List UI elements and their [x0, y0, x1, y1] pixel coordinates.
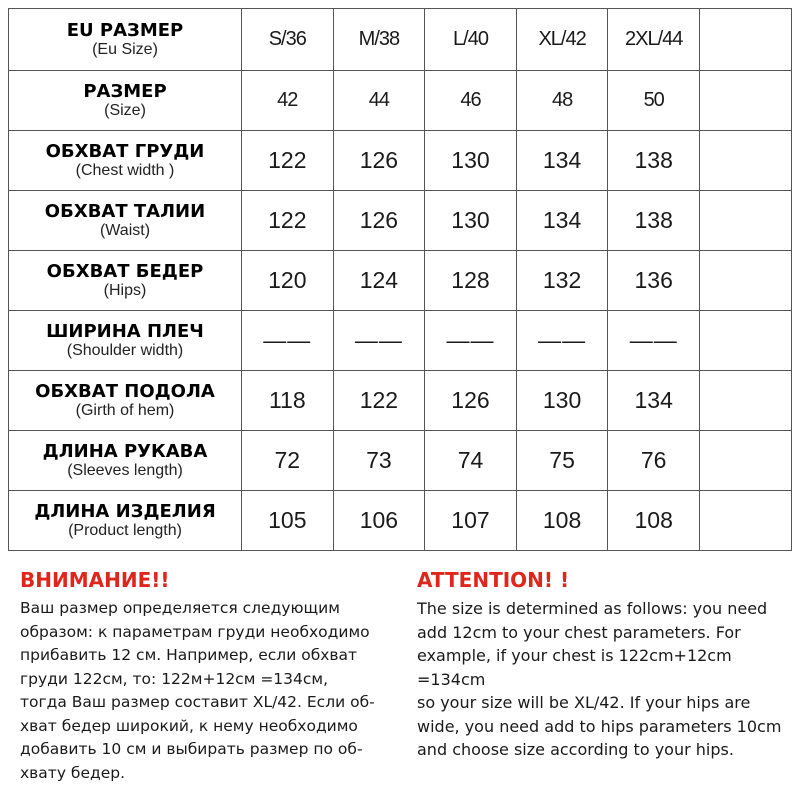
- row-label-cell: [9, 251, 242, 310]
- attention-text-en: The size is determined as follows: you need add 12cm to your chest parameters. For example, if your chest is 122cm+12cm =134cm so your size will be XL/42. If your hips are wide, you need add to hips parameters 10cm and choose size according to your hips.: [417, 599, 782, 759]
- table-cell: [242, 9, 334, 71]
- table-cell: [700, 310, 792, 370]
- table-cell: [608, 9, 700, 71]
- table-cell: [242, 310, 334, 370]
- table-cell: [333, 131, 425, 191]
- cell-value: ——: [263, 326, 312, 353]
- table-cell: [608, 251, 700, 310]
- row-sublabel: (Sleeves length): [67, 461, 183, 479]
- row-label-cell: [9, 310, 242, 370]
- cell-value: 73: [366, 446, 392, 473]
- cell-value: 136: [634, 266, 673, 293]
- row-label: ОБХВАТ ТАЛИИ: [44, 201, 206, 223]
- table-row: [9, 310, 792, 370]
- table-cell: [425, 430, 517, 490]
- cell-value: 107: [451, 506, 490, 533]
- table-cell: [516, 71, 608, 131]
- cell-value: XL/42: [538, 28, 586, 51]
- table-cell: [333, 430, 425, 490]
- cell-value: 134: [634, 386, 673, 413]
- cell-value: 130: [542, 386, 582, 413]
- table-cell: [242, 430, 334, 490]
- table-cell: [608, 490, 700, 550]
- table-cell: [608, 71, 700, 131]
- cell-value: ——: [538, 326, 587, 353]
- table-row: [9, 131, 792, 191]
- table-cell: [516, 370, 608, 430]
- table-cell: [242, 71, 334, 131]
- cell-value: 122: [359, 386, 399, 413]
- table-cell: [516, 310, 608, 370]
- table-cell: [333, 490, 425, 550]
- table-cell: [608, 430, 700, 490]
- cell-value: 42: [277, 89, 298, 112]
- table-row: [9, 370, 792, 430]
- row-sublabel: (Shoulder width): [66, 341, 184, 359]
- table-row: [9, 430, 792, 490]
- table-cell: [333, 9, 425, 71]
- row-sublabel: (Size): [104, 102, 146, 120]
- row-label: РАЗМЕР: [83, 81, 167, 103]
- table-cell: [516, 191, 608, 251]
- cell-value: 44: [368, 89, 390, 112]
- table-cell: [608, 191, 700, 251]
- attention-title-ru: ВНИМАНИЕ!!: [20, 568, 170, 592]
- table-cell: [700, 9, 792, 71]
- cell-value: 122: [268, 147, 307, 174]
- cell-value: ——: [354, 326, 403, 353]
- cell-value: 130: [451, 147, 490, 174]
- cell-value: 132: [542, 266, 582, 293]
- attention-text-ru: Ваш размер определяется следующим образом: к параметрам груди необходимо прибавить 12 см. Например, если обхват груди 122см, то: 122м+12см =134см, тогда Ваш размер составит XL/42. Если об- хват бедер широкий, к нему необходимо добавить 10 см и выбирать размер по об- хвату бедер.: [20, 599, 375, 782]
- table-cell: [333, 191, 425, 251]
- row-label: ОБХВАТ ПОДОЛА: [35, 380, 215, 402]
- cell-value: 118: [268, 386, 306, 413]
- cell-value: 122: [268, 207, 307, 234]
- cell-value: 138: [634, 147, 673, 174]
- table-cell: [608, 131, 700, 191]
- cell-value: 72: [274, 446, 301, 473]
- table-cell: [242, 191, 334, 251]
- row-label: ОБХВАТ ГРУДИ: [45, 141, 205, 163]
- row-sublabel: (Chest width ): [75, 162, 175, 180]
- table-cell: [333, 310, 425, 370]
- cell-value: 126: [451, 386, 490, 413]
- cell-value: 124: [359, 266, 399, 293]
- table-cell: [700, 370, 792, 430]
- cell-value: 108: [634, 506, 673, 533]
- table-cell: [516, 430, 608, 490]
- table-cell: [425, 310, 517, 370]
- size-chart-table: [8, 8, 792, 551]
- cell-value: 48: [551, 89, 573, 112]
- table-cell: [425, 71, 517, 131]
- row-sublabel: (Waist): [99, 222, 151, 240]
- cell-value: 130: [451, 207, 490, 234]
- table-cell: [516, 490, 608, 550]
- cell-value: M/38: [358, 28, 400, 51]
- row-label-cell: [9, 191, 242, 251]
- cell-value: 50: [643, 89, 664, 112]
- table-row: [9, 71, 792, 131]
- row-label: ОБХВАТ БЕДЕР: [46, 260, 204, 282]
- table-row: [9, 251, 792, 310]
- table-cell: [700, 71, 792, 131]
- table-cell: [700, 191, 792, 251]
- table-cell: [425, 370, 517, 430]
- table-cell: [333, 71, 425, 131]
- table-cell: [425, 9, 517, 71]
- cell-value: 126: [359, 147, 399, 174]
- row-label: ДЛИНА РУКАВА: [42, 440, 208, 462]
- cell-value: S/36: [268, 28, 306, 51]
- table-cell: [425, 251, 517, 310]
- cell-value: 126: [359, 207, 399, 234]
- table-row: [9, 9, 792, 71]
- cell-value: 138: [634, 207, 673, 234]
- table-row: [9, 490, 792, 550]
- row-sublabel: (Eu Size): [92, 41, 158, 59]
- table-cell: [516, 251, 608, 310]
- table-cell: [700, 251, 792, 310]
- attention-notice-en: [417, 567, 800, 762]
- cell-value: 108: [542, 506, 582, 533]
- cell-value: ——: [446, 326, 495, 353]
- table-cell: [700, 490, 792, 550]
- cell-value: 105: [268, 506, 307, 533]
- table-cell: [608, 310, 700, 370]
- table-cell: [242, 490, 334, 550]
- cell-value: 75: [549, 446, 575, 473]
- table-cell: [425, 490, 517, 550]
- table-cell: [425, 131, 517, 191]
- cell-value: 120: [268, 266, 307, 293]
- row-label-cell: [9, 131, 242, 191]
- table-cell: [516, 9, 608, 71]
- row-label: EU РАЗМЕР: [66, 20, 184, 42]
- table-cell: [242, 370, 334, 430]
- row-label-cell: [9, 71, 242, 131]
- row-label-cell: [9, 370, 242, 430]
- table-cell: [333, 251, 425, 310]
- cell-value: ——: [629, 326, 678, 353]
- row-sublabel: (Hips): [103, 281, 147, 299]
- table-cell: [333, 370, 425, 430]
- table-cell: [608, 370, 700, 430]
- table-cell: [425, 191, 517, 251]
- attention-notice-ru: [20, 567, 410, 785]
- cell-value: 128: [451, 266, 490, 293]
- row-label-cell: [9, 490, 242, 550]
- row-label-cell: [9, 9, 242, 71]
- cell-value: 2XL/44: [624, 28, 683, 51]
- cell-value: 106: [359, 506, 399, 533]
- cell-value: L/40: [453, 28, 488, 51]
- row-label: ДЛИНА ИЗДЕЛИЯ: [34, 500, 216, 522]
- row-sublabel: (Girth of hem): [75, 401, 175, 419]
- row-label: ШИРИНА ПЛЕЧ: [46, 320, 204, 342]
- table-cell: [700, 131, 792, 191]
- cell-value: 134: [542, 207, 582, 234]
- attention-title-en: ATTENTION! !: [417, 568, 570, 592]
- row-label-cell: [9, 430, 242, 490]
- table-cell: [242, 131, 334, 191]
- cell-value: 134: [542, 147, 582, 174]
- table-cell: [700, 430, 792, 490]
- cell-value: 74: [457, 446, 484, 473]
- table-cell: [242, 251, 334, 310]
- cell-value: 46: [460, 89, 481, 112]
- cell-value: 76: [640, 446, 667, 473]
- table-row: [9, 191, 792, 251]
- row-sublabel: (Product length): [68, 521, 182, 539]
- table-cell: [516, 131, 608, 191]
